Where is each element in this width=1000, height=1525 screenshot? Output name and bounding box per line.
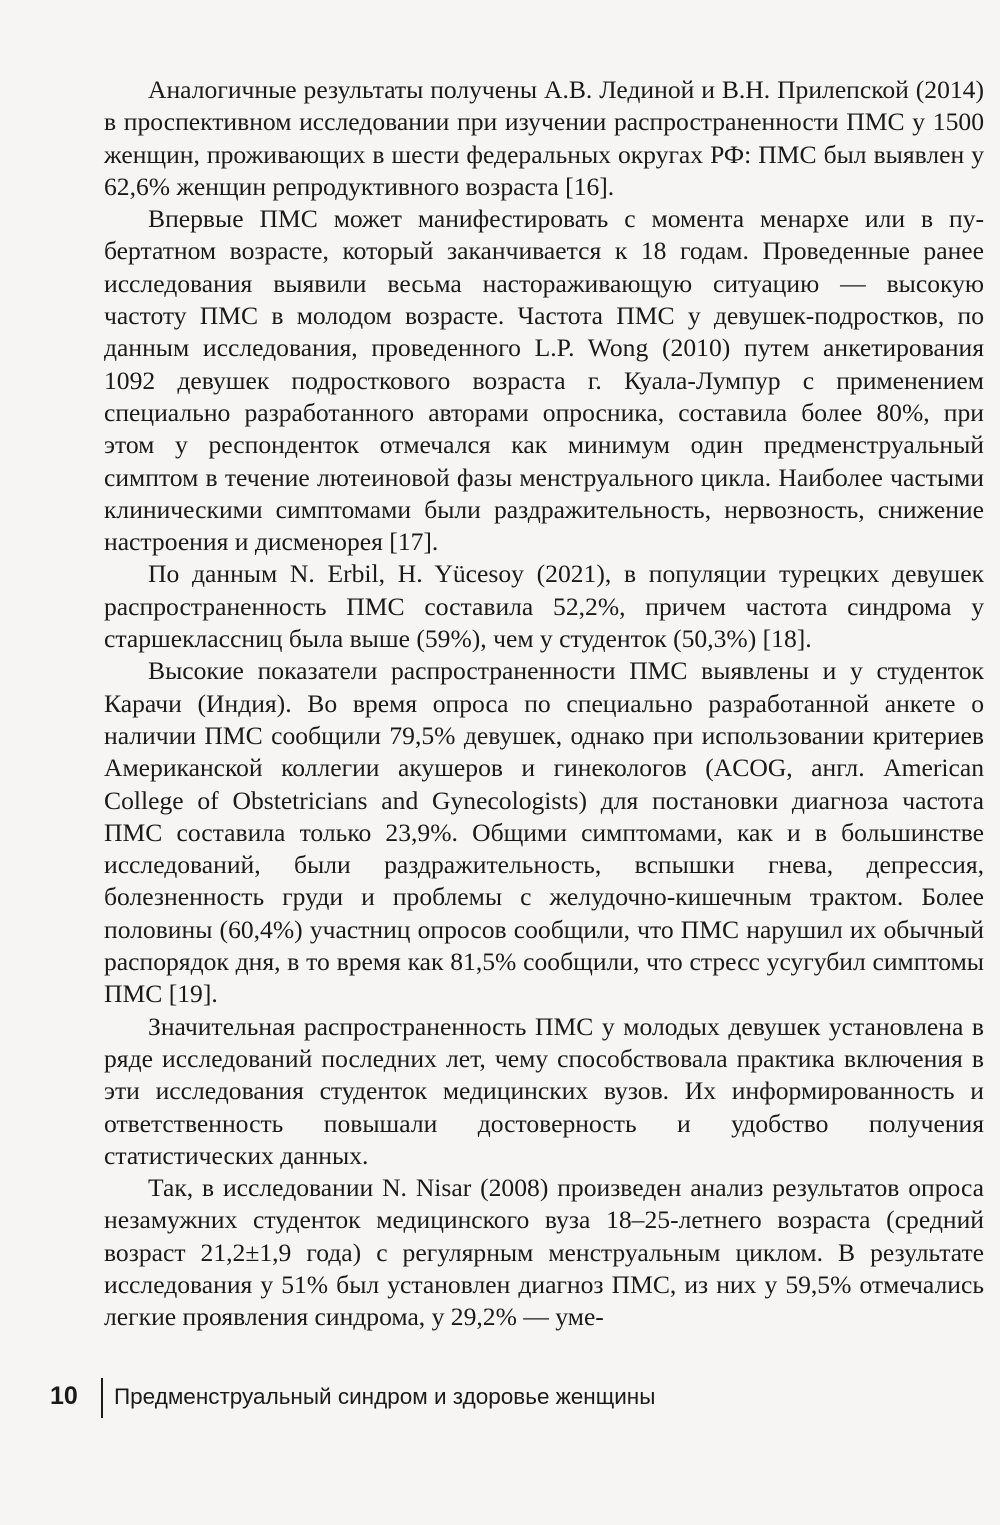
page-footer bbox=[0, 1378, 1000, 1418]
paragraph-3: По данным N. Erbil, H. Yücesoy (2021), в популяции турецких девушек распространенность ПМС составила 52,2%, причем частота синдрома у старшеклассниц была выше (59%), чем у студенток (50,3%) [18]. bbox=[104, 559, 984, 654]
body-text bbox=[104, 74, 984, 1334]
paragraph-5: Значительная распространенность ПМС у молодых девушек установлена в ряде исследований последних лет, чему способствовала практика включения в эти исследования студенток медицинских вузов. Их информированность и ответственность повышали достоверность и удобство получения статистических данных. bbox=[104, 1011, 984, 1170]
footer-divider bbox=[101, 1378, 103, 1418]
paragraph-4: Высокие показатели распространенности ПМС выявлены и у студенток Карачи (Индия). Во время опроса по специально разработанной анкете о наличии ПМС сообщили 79,5% девушек, однако при использовании критериев Американской коллегии акушеров и гинекологов (ACOG, англ. American College of Obstetricians and Gynecologists) для постановки диагноза частота ПМС составила только 23,9%. Общими симптомами, как и в большинстве исследований, были раздражительность, вспышки гнева, депрессия, болезненность груди и проблемы с желудочно-кишечным трактом. Более половины (60,4%) участниц опросов сообщили, что ПМС нарушил их обычный распорядок дня, в то время как 81,5% сообщили, что стресс усугубил симптомы ПМС [19]. bbox=[104, 656, 984, 1009]
paragraph-1: Аналогичные результаты получены А.В. Лединой и В.Н. Прилепской (2014) в проспективном исследовании при изучении распространенности ПМС у 1500 женщин, проживающих в шести федеральных округах РФ: ПМС был выявлен у 62,6% женщин репродуктивного возраста [16]. bbox=[104, 75, 984, 201]
paragraph-6: Так, в исследовании N. Nisar (2008) произведен анализ результатов опроса незамужних студенток медицинского вуза 18–25-летнего возраста (средний возраст 21,2±1,9 года) с регулярным менструальным циклом. В результате исследования у 51% был установлен диагноз ПМС, из них у 59,5% отмечались легкие проявления синдрома, у 29,2% — уме- bbox=[104, 1173, 984, 1332]
paragraph-2: Впервые ПМС может манифестировать с момента менархе или в пубертатном возрасте, который заканчивается к 18 годам. Проведенные ранее исследования выявили весьма настораживающую ситуацию — высокую частоту ПМС в молодом возрасте. Частота ПМС у девушек-подростков, по данным исследования, проведенного L.P. Wong (2010) путем анкетирования 1092 девушек подросткового возраста г. Куала-Лумпур с применением специально разработанного авторами опросника, составила более 80%, при этом у респонденток отмечался как минимум один предменструальный симптом в течение лютеиновой фазы менструального цикла. Наиболее частыми клиническими симптомами были раздражительность, нервозность, снижение настроения и дисменорея [17]. bbox=[104, 204, 984, 557]
running-title: Предменструальный синдром и здоровье женщины bbox=[114, 1384, 656, 1409]
page-number: 10 bbox=[50, 1382, 78, 1410]
